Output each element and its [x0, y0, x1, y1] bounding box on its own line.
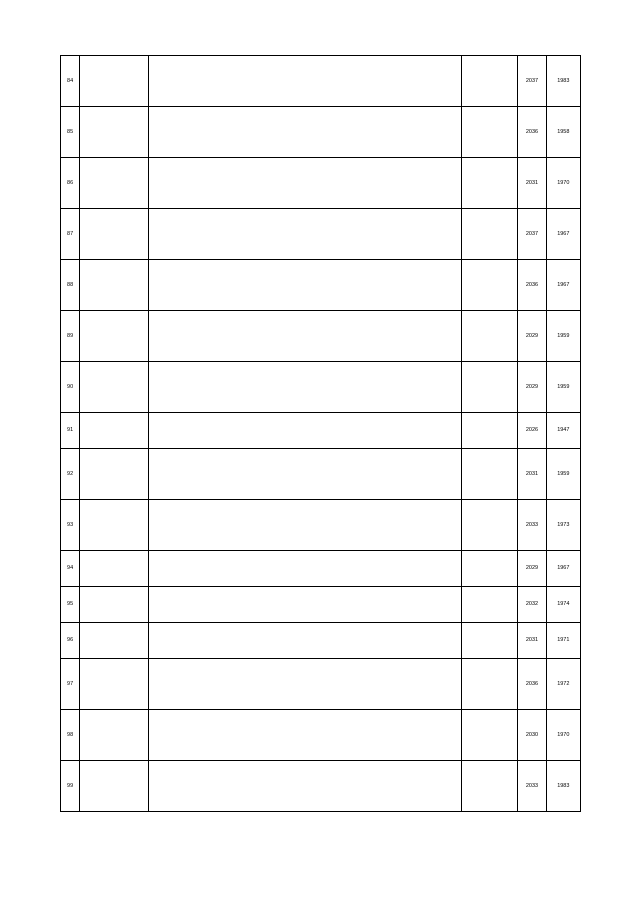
cost-cell — [461, 209, 518, 260]
cost-cell — [461, 551, 518, 587]
cost-cell — [461, 710, 518, 761]
address-cell — [80, 311, 149, 362]
works-cell — [148, 260, 461, 311]
year-end-cell: 2029 — [518, 362, 546, 413]
table-row — [61, 107, 581, 158]
row-number: 86 — [61, 158, 80, 209]
row-number: 87 — [61, 209, 80, 260]
address-cell — [80, 623, 149, 659]
address-cell — [80, 551, 149, 587]
year-built-cell: 1970 — [546, 710, 580, 761]
row-number: 89 — [61, 311, 80, 362]
row-number: 99 — [61, 761, 80, 812]
cost-cell — [461, 659, 518, 710]
works-cell — [148, 500, 461, 551]
address-cell — [80, 209, 149, 260]
year-built-cell: 1972 — [546, 659, 580, 710]
row-number: 97 — [61, 659, 80, 710]
year-end-cell: 2030 — [518, 710, 546, 761]
year-built-cell: 1983 — [546, 56, 580, 107]
table-row — [61, 56, 581, 107]
table-row — [61, 260, 581, 311]
table-row — [61, 209, 581, 260]
works-cell — [148, 761, 461, 812]
table-row — [61, 500, 581, 551]
works-cell — [148, 623, 461, 659]
year-built-cell: 1959 — [546, 449, 580, 500]
table-row — [61, 587, 581, 623]
table-body — [61, 56, 581, 812]
year-built-cell: 1971 — [546, 623, 580, 659]
address-cell — [80, 710, 149, 761]
cost-cell — [461, 587, 518, 623]
row-number: 92 — [61, 449, 80, 500]
table-row — [61, 449, 581, 500]
cost-cell — [461, 413, 518, 449]
year-built-cell: 1974 — [546, 587, 580, 623]
cost-cell — [461, 56, 518, 107]
year-end-cell: 2026 — [518, 413, 546, 449]
year-end-cell: 2033 — [518, 761, 546, 812]
row-number: 98 — [61, 710, 80, 761]
row-number: 93 — [61, 500, 80, 551]
address-cell — [80, 413, 149, 449]
cost-cell — [461, 260, 518, 311]
address-cell — [80, 158, 149, 209]
cost-cell — [461, 158, 518, 209]
works-cell — [148, 56, 461, 107]
year-built-cell: 1959 — [546, 362, 580, 413]
year-end-cell: 2032 — [518, 587, 546, 623]
address-cell — [80, 500, 149, 551]
table-row — [61, 158, 581, 209]
row-number: 88 — [61, 260, 80, 311]
table-row — [61, 623, 581, 659]
table-row — [61, 659, 581, 710]
works-cell — [148, 107, 461, 158]
row-number: 96 — [61, 623, 80, 659]
year-built-cell: 1973 — [546, 500, 580, 551]
row-number: 84 — [61, 56, 80, 107]
year-end-cell: 2031 — [518, 623, 546, 659]
year-end-cell: 2029 — [518, 551, 546, 587]
works-cell — [148, 449, 461, 500]
address-cell — [80, 587, 149, 623]
cost-cell — [461, 500, 518, 551]
works-cell — [148, 209, 461, 260]
works-cell — [148, 659, 461, 710]
row-number: 85 — [61, 107, 80, 158]
works-cell — [148, 551, 461, 587]
table-row — [61, 413, 581, 449]
works-cell — [148, 362, 461, 413]
row-number: 91 — [61, 413, 80, 449]
year-built-cell: 1967 — [546, 260, 580, 311]
address-cell — [80, 260, 149, 311]
year-built-cell: 1983 — [546, 761, 580, 812]
cost-cell — [461, 761, 518, 812]
cost-cell — [461, 449, 518, 500]
table-row — [61, 551, 581, 587]
table-row — [61, 362, 581, 413]
year-end-cell: 2036 — [518, 659, 546, 710]
address-cell — [80, 107, 149, 158]
year-end-cell: 2036 — [518, 107, 546, 158]
year-end-cell: 2029 — [518, 311, 546, 362]
cost-cell — [461, 311, 518, 362]
year-built-cell: 1967 — [546, 209, 580, 260]
year-end-cell: 2031 — [518, 158, 546, 209]
works-cell — [148, 587, 461, 623]
year-built-cell: 1967 — [546, 551, 580, 587]
row-number: 90 — [61, 362, 80, 413]
address-cell — [80, 56, 149, 107]
capital-repair-table — [60, 55, 581, 812]
cost-cell — [461, 362, 518, 413]
year-end-cell: 2037 — [518, 56, 546, 107]
address-cell — [80, 362, 149, 413]
table-row — [61, 710, 581, 761]
year-built-cell: 1970 — [546, 158, 580, 209]
row-number: 94 — [61, 551, 80, 587]
year-built-cell: 1959 — [546, 311, 580, 362]
address-cell — [80, 761, 149, 812]
table-row — [61, 761, 581, 812]
cost-cell — [461, 623, 518, 659]
year-built-cell: 1947 — [546, 413, 580, 449]
year-end-cell: 2036 — [518, 260, 546, 311]
year-end-cell: 2031 — [518, 449, 546, 500]
year-built-cell: 1958 — [546, 107, 580, 158]
table-row — [61, 311, 581, 362]
works-cell — [148, 158, 461, 209]
address-cell — [80, 449, 149, 500]
works-cell — [148, 413, 461, 449]
address-cell — [80, 659, 149, 710]
works-cell — [148, 311, 461, 362]
year-end-cell: 2033 — [518, 500, 546, 551]
works-cell — [148, 710, 461, 761]
cost-cell — [461, 107, 518, 158]
year-end-cell: 2037 — [518, 209, 546, 260]
row-number: 95 — [61, 587, 80, 623]
